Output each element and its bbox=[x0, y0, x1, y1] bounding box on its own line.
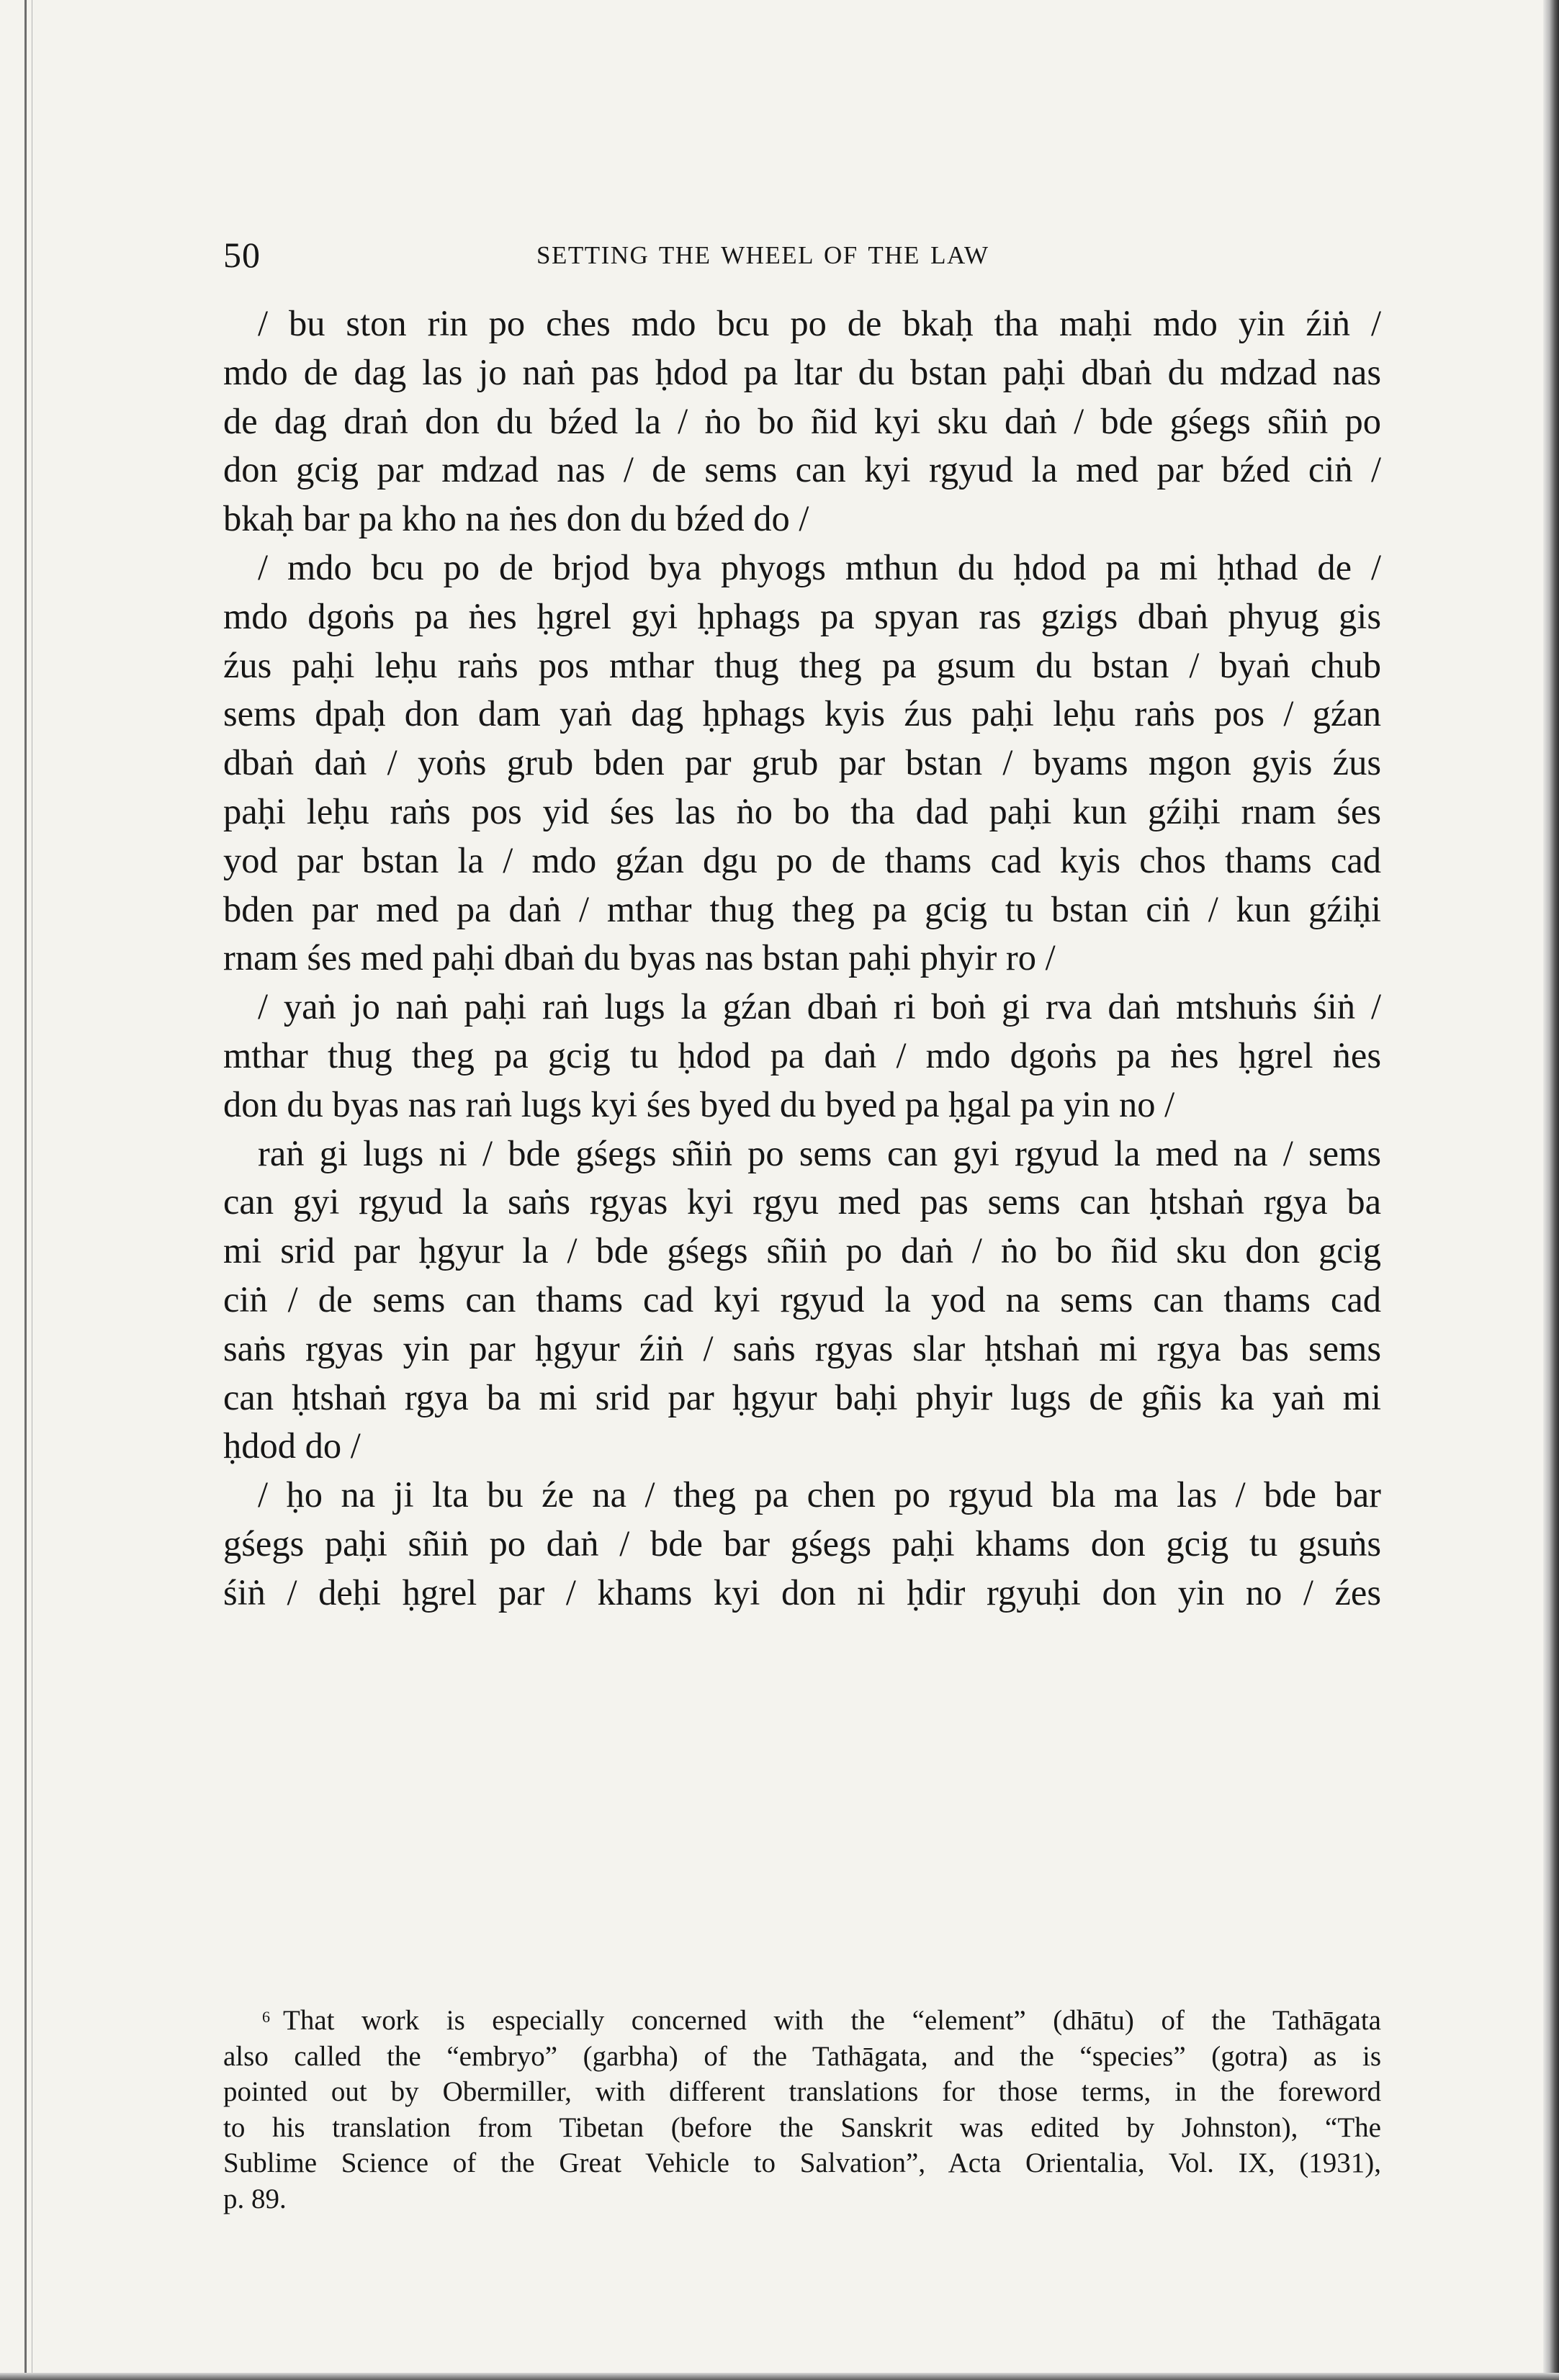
text-line: rnam śes med paḥi dbaṅ du byas nas bstan paḥi phyir ro / bbox=[223, 937, 1056, 978]
text-line: dbaṅ daṅ / yoṅs grub bden par grub par bstan / byams mgon gyis źus bbox=[223, 742, 1381, 783]
text-line: / ḥo na ji lta bu źe na / theg pa chen po rgyud bla ma las / bde bar bbox=[258, 1474, 1381, 1515]
footnote-marker: 6 bbox=[262, 2008, 270, 2026]
text-line: bden par med pa daṅ / mthar thug theg pa gcig tu bstan ciṅ / kun gźiḥi bbox=[223, 888, 1381, 929]
text-line: yod par bstan la / mdo gźan dgu po de thams cad kyis chos thams cad bbox=[223, 839, 1381, 880]
text-line: saṅs rgyas yin par ḥgyur źiṅ / saṅs rgyas slar ḥtshaṅ mi rgya bas sems bbox=[223, 1328, 1381, 1369]
page-number: 50 bbox=[223, 235, 261, 275]
body-text bbox=[223, 299, 1381, 1618]
text-line: źus paḥi leḥu raṅs pos mthar thug theg pa gsum du bstan / byaṅ chub bbox=[223, 644, 1381, 685]
footnote bbox=[223, 1999, 1381, 2217]
scan-edge-bottom bbox=[0, 2373, 1559, 2380]
text-line: can gyi rgyud la saṅs rgyas kyi rgyu med pas sems can ḥtshaṅ rgya ba bbox=[223, 1181, 1381, 1222]
text-line: sems dpaḥ don dam yaṅ dag ḥphags kyis źus paḥi leḥu raṅs pos / gźan bbox=[223, 693, 1381, 734]
text-line: ḥdod do / bbox=[223, 1425, 361, 1466]
text-line: / yaṅ jo naṅ paḥi raṅ lugs la gźan dbaṅ ri boṅ gi rva daṅ mtshuṅs śiṅ / bbox=[258, 986, 1381, 1027]
scan-edge-left bbox=[24, 0, 27, 2380]
footnote-line: to his translation from Tibetan (before the Sanskrit was edited by Johnston), “The bbox=[223, 2111, 1381, 2143]
running-head: SETTING THE WHEEL OF THE LAW bbox=[536, 241, 989, 269]
text-line: / bu ston rin po ches mdo bcu po de bkaḥ tha maḥi mdo yin źiṅ / bbox=[258, 303, 1381, 343]
text-line: paḥi leḥu raṅs pos yid śes las ṅo bo tha dad paḥi kun gźiḥi rnam śes bbox=[223, 790, 1381, 831]
text-line: can ḥtshaṅ rgya ba mi srid par ḥgyur baḥi phyir lugs de gñis ka yaṅ mi bbox=[223, 1376, 1381, 1417]
text-line: don du byas nas raṅ lugs kyi śes byed du byed pa ḥgal pa yin no / bbox=[223, 1083, 1175, 1124]
text-line: bkaḥ bar pa kho na ṅes don du bźed do / bbox=[223, 498, 809, 539]
footnote-line: Sublime Science of the Great Vehicle to Salvation”, Acta Orientalia, Vol. IX, (1931), bbox=[223, 2147, 1381, 2178]
text-line: ciṅ / de sems can thams cad kyi rgyud la yod na sems can thams cad bbox=[223, 1279, 1381, 1320]
footnote-line: p. 89. bbox=[223, 2183, 287, 2214]
text-line: / mdo bcu po de brjod bya phyogs mthun du ḥdod pa mi ḥthad de / bbox=[258, 546, 1381, 587]
text-line: de dag draṅ don du bźed la / ṅo bo ñid kyi sku daṅ / bde gśegs sñiṅ po bbox=[223, 400, 1381, 441]
text-line: mthar thug theg pa gcig tu ḥdod pa daṅ / mdo dgoṅs pa ṅes ḥgrel ṅes bbox=[223, 1035, 1381, 1076]
scan-edge-right bbox=[1543, 0, 1559, 2380]
text-line: mdo dgoṅs pa ṅes ḥgrel gyi ḥphags pa spyan ras gzigs dbaṅ phyug gis bbox=[223, 595, 1381, 636]
footnote-line bbox=[223, 1999, 1381, 2039]
text-line: don gcig par mdzad nas / de sems can kyi rgyud la med par bźed ciṅ / bbox=[223, 449, 1381, 490]
footnote-line: pointed out by Obermiller, with different translations for those terms, in the foreword bbox=[223, 2076, 1381, 2107]
text-line: mi srid par ḥgyur la / bde gśegs sñiṅ po daṅ / ṅo bo ñid sku don gcig bbox=[223, 1230, 1381, 1271]
footnote-text: That work is especially concerned with the “element” (dhātu) of the Tathāgata bbox=[283, 2005, 1381, 2036]
text-line: raṅ gi lugs ni / bde gśegs sñiṅ po sems can gyi rgyud la med na / sems bbox=[258, 1132, 1381, 1173]
text-line: gśegs paḥi sñiṅ po daṅ / bde bar gśegs paḥi khams don gcig tu gsuṅs bbox=[223, 1523, 1381, 1564]
footnote-line: also called the “embryo” (garbha) of the Tathāgata, and the “species” (gotra) as is bbox=[223, 2040, 1381, 2072]
text-line: mdo de dag las jo naṅ pas ḥdod pa ltar du bstan paḥi dbaṅ du mdzad nas bbox=[223, 351, 1381, 392]
text-line: śiṅ / deḥi ḥgrel par / khams kyi don ni ḥdir rgyuḥi don yin no / źes bbox=[223, 1572, 1381, 1613]
